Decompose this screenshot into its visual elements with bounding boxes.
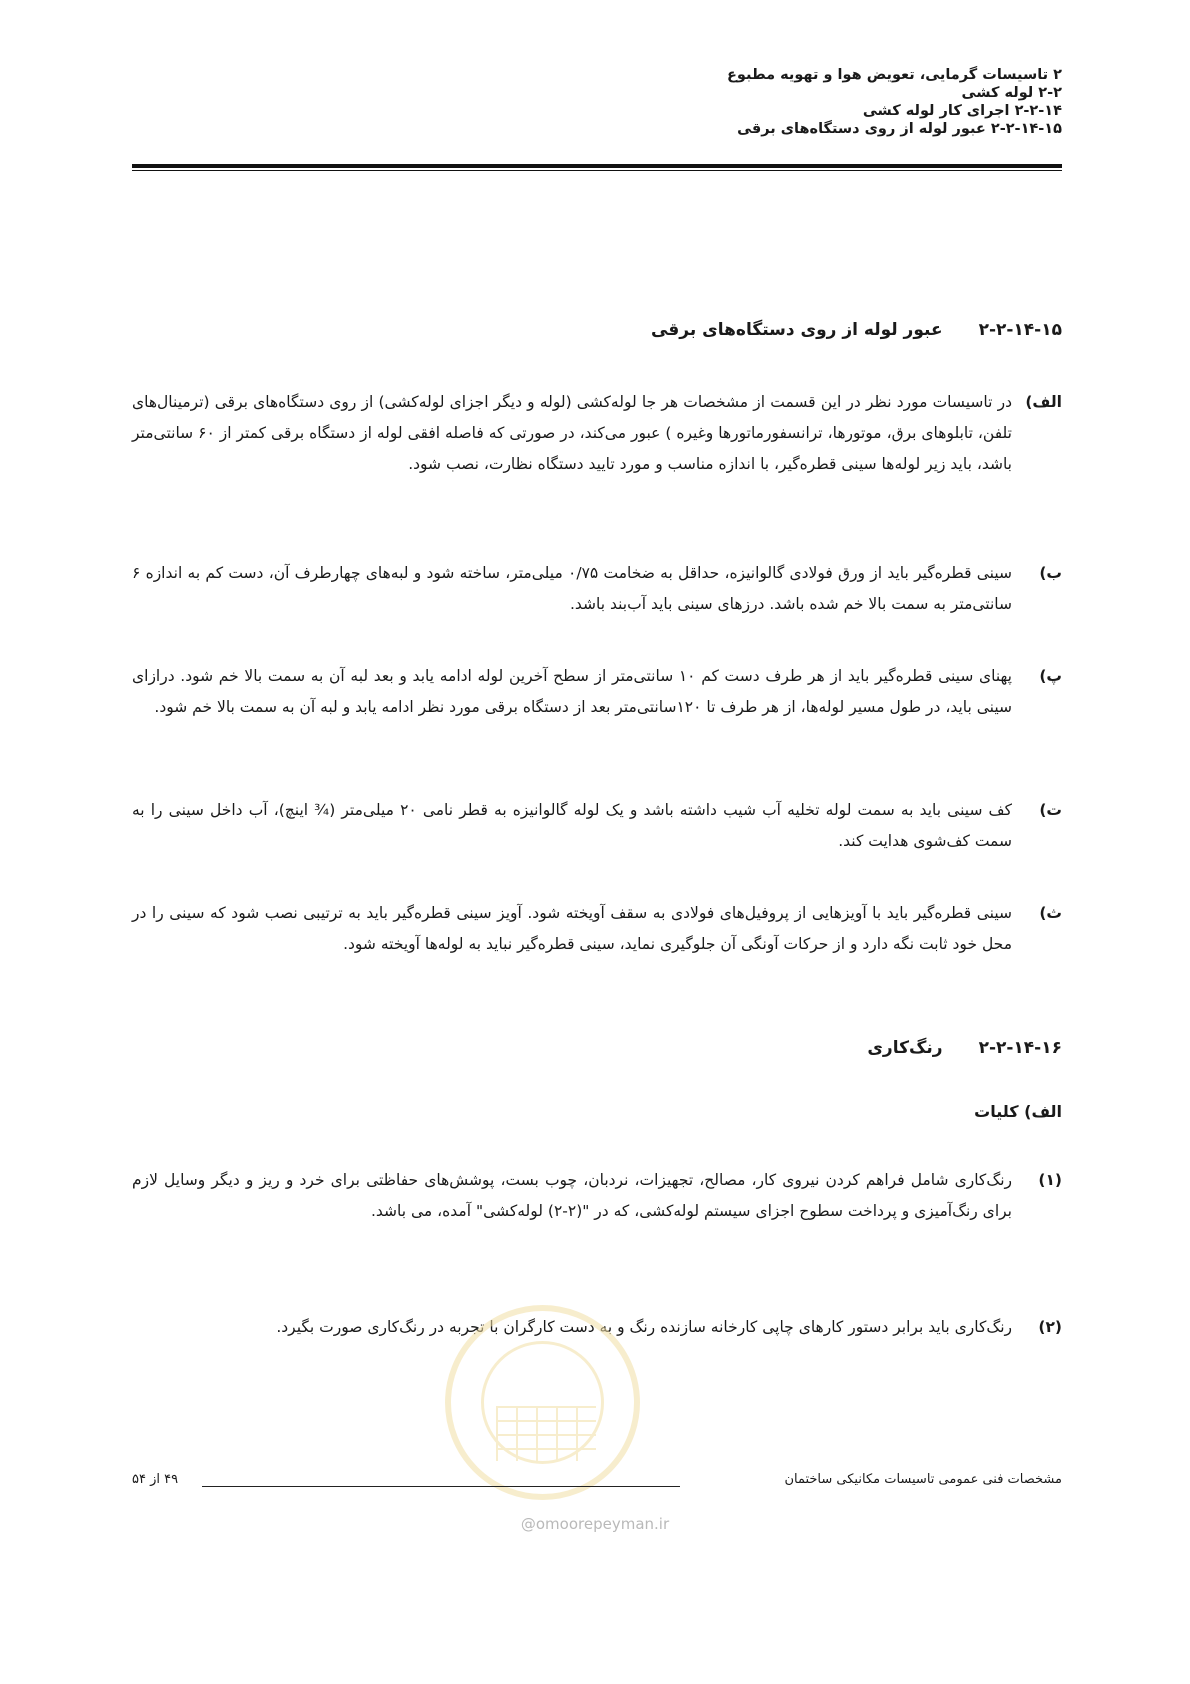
section-16-number: ۲-۲-۱۴-۱۶ — [978, 1038, 1062, 1058]
page-header — [132, 66, 1062, 138]
paragraph-text: سینی قطره‌گیر باید با آویزهایی از پروفیل‌های فولادی به سقف آویخته شود. آویز سینی قطره‌گیر باید به ترتیبی نصب شود که سینی را در محل خود ثابت نگه دارد و از حرکات آونگی آن جلوگیری نماید، سینی قطره‌گیر نباید به لوله‌ها آویخته شود. — [132, 904, 1012, 953]
section-16-title: رنگ‌کاری — [867, 1038, 943, 1058]
paragraph-te — [132, 795, 1062, 857]
paragraph-label: (۲) — [1038, 1318, 1062, 1336]
paragraph-text: سینی قطره‌گیر باید از ورق فولادی گالوانیزه، حداقل به ضخامت ۰/۷۵ میلی‌متر، ساخته شود و لبه‌های چهارطرف آن، دست کم به اندازه ۶ سانتی‌متر به سمت بالا خم شده باشد. درزهای سینی باید آب‌بند باشد. — [132, 564, 1012, 613]
paragraph-se — [132, 898, 1062, 960]
watermark-seal — [445, 1305, 640, 1500]
page-footer — [132, 1472, 1062, 1492]
header-line-3: ۲-۲-۱۴ اجرای کار لوله کشی — [862, 103, 1062, 119]
section-16-heading — [867, 1038, 1062, 1058]
header-divider-thick — [132, 164, 1062, 168]
paragraph-label: پ) — [1039, 667, 1062, 685]
subheading-generalities: الف) کلیات — [974, 1102, 1062, 1121]
page-number: ۴۹ از ۵۴ — [132, 1472, 179, 1487]
watermark-site-text: @omoorepeyman.ir — [520, 1515, 670, 1533]
paragraph-label: ب) — [1039, 564, 1062, 582]
watermark-grid — [496, 1406, 596, 1461]
paragraph-label: ت) — [1039, 801, 1062, 819]
header-line-4: ۲-۲-۱۴-۱۵ عبور لوله از روی دستگاه‌های برقی — [737, 121, 1062, 137]
section-15-title: عبور لوله از روی دستگاه‌های برقی — [650, 320, 943, 340]
paragraph-text: کف سینی باید به سمت لوله تخلیه آب شیب داشته باشد و یک لوله گالوانیزه به قطر نامی ۲۰ میلی‌متر (¾ اینچ)، آب داخل سینی را به سمت کف‌شوی هدایت کند. — [132, 801, 1012, 850]
section-15-heading — [651, 320, 1062, 340]
header-line-1: ۲ تاسیسات گرمایی، تعویض هوا و تهویه مطبوع — [727, 67, 1062, 83]
paragraph-label: (۱) — [1038, 1171, 1062, 1189]
paragraph-be — [132, 558, 1062, 620]
header-line-2: ۲-۲ لوله کشی — [961, 85, 1062, 101]
paragraph-text: رنگ‌کاری شامل فراهم کردن نیروی کار، مصالح، تجهیزات، نردبان، چوب بست، پوشش‌های حفاظتی برای خرد و ریز و دیگر وسایل لازم برای رنگ‌آمیزی و پرداخت سطوح اجزای سیستم لوله‌کشی، که در "(۲-۲) لوله‌کشی" آمده، می باشد. — [132, 1171, 1012, 1220]
paragraph-label: الف) — [1025, 393, 1062, 411]
paragraph-label: ث) — [1039, 904, 1062, 922]
paragraph-pe — [132, 661, 1062, 723]
paragraph-text: رنگ‌کاری باید برابر دستور کارهای چاپی کارخانه سازنده رنگ و به دست کارگران با تجربه در رنگ‌کاری صورت بگیرد. — [276, 1318, 1012, 1336]
paragraph-alef — [132, 387, 1062, 480]
footer-divider — [202, 1486, 680, 1487]
footer-title: مشخصات فنی عمومی تاسیسات مکانیکی ساختمان — [784, 1472, 1062, 1487]
paragraph-1 — [132, 1165, 1062, 1227]
header-divider-thin — [132, 170, 1062, 171]
paragraph-text: در تاسیسات مورد نظر در این قسمت از مشخصات هر جا لوله‌کشی (لوله و دیگر اجزای لوله‌کشی) از روی دستگاه‌های برقی (ترمینال‌های تلفن، تابلوهای برق، موتورها، ترانسفورماتورها وغیره ) عبور می‌کند، در صورتی که فاصله افقی لوله از دستگاه برقی کمتر از ۶۰ سانتی‌متر باشد، باید زیر لوله‌ها سینی قطره‌گیر، با اندازه مناسب و مورد تایید دستگاه نظارت، نصب شود. — [132, 393, 1012, 473]
paragraph-text: پهنای سینی قطره‌گیر باید از هر طرف دست کم ۱۰ سانتی‌متر از سطح آخرین لوله ادامه یابد و بعد لبه آن به سمت بالا خم شود. درازای سینی باید، در طول مسیر لوله‌ها، از هر طرف تا ۱۲۰سانتی‌متر بعد از دستگاه برقی مورد نظر ادامه یابد و لبه آن به سمت بالا خم شود. — [132, 667, 1012, 716]
section-15-number: ۲-۲-۱۴-۱۵ — [978, 320, 1062, 340]
